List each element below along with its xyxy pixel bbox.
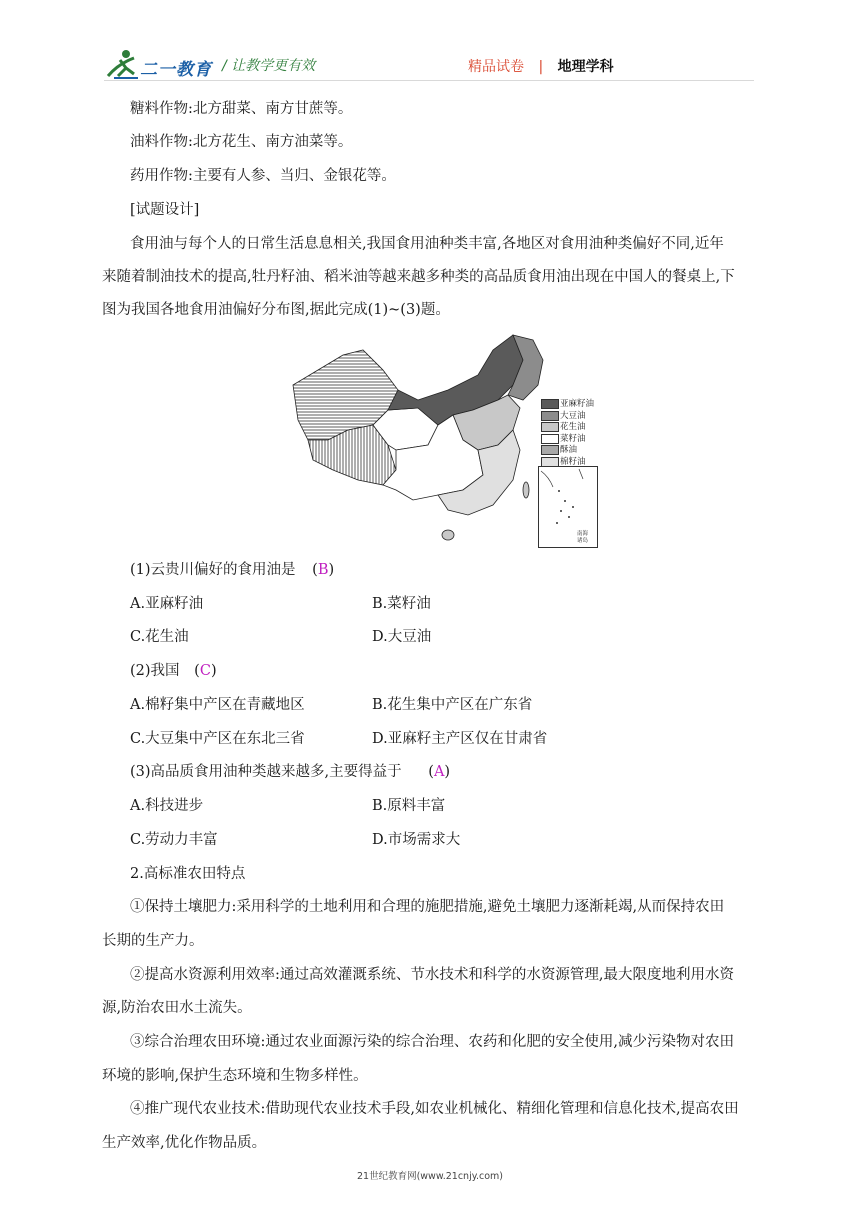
question-2-text: (2)我国 <box>130 663 180 679</box>
legend-swatch <box>541 422 559 432</box>
feature-1-line-1: ①保持土壤肥力:采用科学的土地利用和合理的施肥措施,避免土壤肥力逐渐耗竭,从而保持农田 <box>130 899 725 915</box>
header-label-left: 精品试卷 <box>468 59 524 75</box>
intro-paragraph-line-3: 图为我国各地食用油偏好分布图,据此完成(1)~(3)题。 <box>102 302 450 318</box>
answer-paren-close: ) <box>328 562 335 578</box>
question-3-option-b: B.原料丰富 <box>372 798 446 814</box>
slogan: / 让教学更有效 <box>222 58 316 74</box>
question-3-option-c: C.劳动力丰富 <box>130 832 218 848</box>
feature-4-line-1: ④推广现代农业技术:借助现代农业技术手段,如农业机械化、精细化管理和信息化技术,提高农田 <box>130 1101 739 1117</box>
header-divider <box>104 80 754 81</box>
feature-2-line-1: ②提高水资源利用效率:通过高效灌溉系统、节水技术和科学的水资源管理,最大限度地利用水资 <box>130 967 734 983</box>
question-2-answer <box>194 663 216 679</box>
legend-swatch <box>541 434 559 444</box>
china-edible-oil-map <box>288 330 578 548</box>
legend-label: 棉籽油 <box>560 456 586 467</box>
intro-paragraph-line-2: 来随着制油技术的提高,牡丹籽油、稻米油等越来越多种类的高品质食用油出现在中国人的餐桌上,下 <box>102 269 735 285</box>
feature-3-line-2: 环境的影响,保护生态环境和生物多样性。 <box>102 1068 368 1084</box>
paragraph-sugar-crops: 糖料作物:北方甜菜、南方甘蔗等。 <box>130 101 353 117</box>
section-2-title: 2.高标准农田特点 <box>130 866 246 882</box>
question-1-answer <box>312 562 334 578</box>
answer-letter: A <box>433 764 445 780</box>
legend-swatch <box>541 445 559 455</box>
answer-letter: C <box>199 663 211 679</box>
question-1-option-d: D.大豆油 <box>372 629 432 645</box>
legend-label: 大豆油 <box>560 410 586 421</box>
legend-label: 花生油 <box>560 422 586 432</box>
legend-swatch <box>541 399 559 409</box>
feature-1-line-2: 长期的生产力。 <box>102 933 204 949</box>
header-labels <box>468 56 614 76</box>
question-1-text: (1)云贵川偏好的食用油是 <box>130 562 296 578</box>
feature-2-line-2: 源,防治农田水土流失。 <box>102 1000 252 1016</box>
legend-label: 菜籽油 <box>560 433 586 444</box>
question-2-option-d: D.亚麻籽主产区仅在甘肃省 <box>372 731 548 747</box>
legend-item <box>539 421 619 432</box>
logo-text: 二一教育 <box>140 60 212 80</box>
question-1-stem <box>130 561 334 579</box>
question-3-stem <box>130 763 450 781</box>
legend-item <box>539 410 619 421</box>
map-legend <box>539 398 619 467</box>
question-1-option-c: C.花生油 <box>130 629 189 645</box>
question-2-option-a: A.棉籽集中产区在青藏地区 <box>130 697 305 713</box>
question-3-option-a: A.科技进步 <box>130 798 204 814</box>
answer-paren-close: ) <box>444 764 451 780</box>
answer-paren-open: ( <box>312 562 318 578</box>
answer-paren-close: ) <box>210 663 217 679</box>
question-3-text: (3)高品质食用油种类越来越多,主要得益于 <box>130 764 402 780</box>
question-1-option-a: A.亚麻籽油 <box>130 596 204 612</box>
page-footer: 21世纪教育网(www.21cnjy.com) <box>356 1171 503 1182</box>
page-header <box>0 0 860 92</box>
feature-4-line-2: 生产效率,优化作物品质。 <box>102 1135 267 1151</box>
header-separator: | <box>538 59 544 75</box>
legend-label: 酥油 <box>560 445 578 455</box>
region-hainan <box>442 530 454 540</box>
inset-islands <box>539 467 597 547</box>
question-2-option-b: B.花生集中产区在广东省 <box>372 697 533 713</box>
answer-paren-open: ( <box>194 663 200 679</box>
answer-paren-open: ( <box>428 764 434 780</box>
header-label-right: 地理学科 <box>557 59 614 75</box>
legend-item <box>539 433 619 444</box>
question-1-option-b: B.菜籽油 <box>372 596 431 612</box>
legend-item <box>539 398 619 409</box>
inset-label <box>577 531 588 545</box>
paragraph-medicinal-crops: 药用作物:主要有人参、当归、金银花等。 <box>130 168 396 184</box>
legend-item <box>539 444 619 455</box>
question-3-option-d: D.市场需求大 <box>372 832 461 848</box>
inset-label-line-2: 诸岛 <box>577 538 589 544</box>
feature-3-line-1: ③综合治理农田环境:通过农业面源污染的综合治理、农药和化肥的安全使用,减少污染物对农田 <box>130 1034 734 1050</box>
legend-item <box>539 456 619 467</box>
answer-letter: B <box>317 562 329 578</box>
legend-swatch <box>541 411 559 421</box>
paragraph-oil-crops: 油料作物:北方花生、南方油菜等。 <box>130 134 353 150</box>
legend-label: 亚麻籽油 <box>560 399 595 409</box>
question-2-option-c: C.大豆集中产区在东北三省 <box>130 731 305 747</box>
legend-swatch <box>541 457 559 467</box>
intro-paragraph-line-1: 食用油与每个人的日常生活息息相关,我国食用油种类丰富,各地区对食用油种类偏好不同,近年 <box>130 236 724 252</box>
section-heading-question-design: [试题设计] <box>130 202 200 218</box>
inset-label-line-1: 南海 <box>577 531 589 537</box>
region-taiwan <box>523 482 529 498</box>
question-2-stem <box>130 662 217 680</box>
question-3-answer <box>428 764 450 780</box>
south-china-sea-inset <box>538 466 598 548</box>
